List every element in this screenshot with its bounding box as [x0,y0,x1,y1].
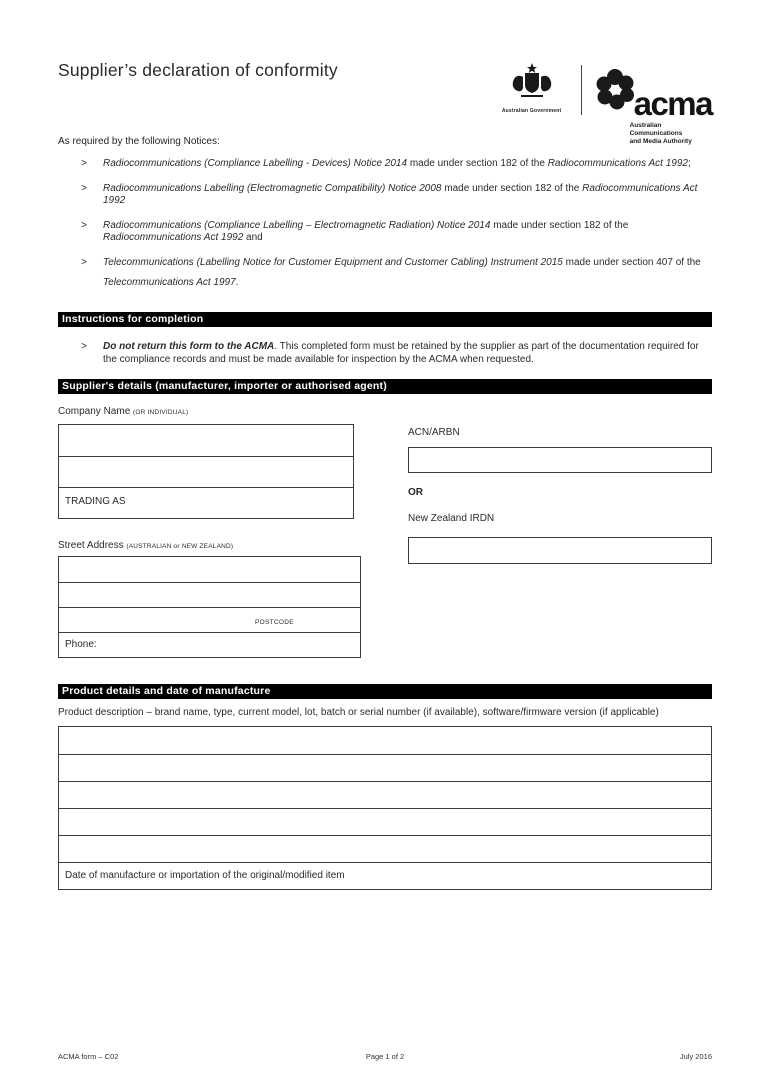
nz-irdn-label: New Zealand IRDN [408,513,495,524]
acn-arbn-label: ACN/ARBN [408,427,460,438]
bullet-icon: > [81,158,87,169]
acma-caption: Australian Communications and Media Authority [629,122,692,145]
coat-of-arms-icon [509,88,555,105]
product-description-row2[interactable] [59,754,711,781]
section-header-instructions: Instructions for completion [58,312,712,327]
footer-form-id: ACMA form – C02 [58,1052,119,1061]
supplier-fields [58,404,712,666]
street-address-box [58,556,361,658]
postcode-field[interactable] [59,607,360,632]
page-title: Supplier’s declaration of conformity [58,60,338,80]
postcode-label: POSTCODE [255,619,294,626]
australian-government-logo [495,55,569,114]
nz-irdn-field[interactable] [408,537,712,564]
trading-as-label: TRADING AS [65,496,126,507]
product-description-row4[interactable] [59,808,711,835]
date-of-manufacture-label: Date of manufacture or importation of the original/modified item [65,870,345,881]
notice-item-3: > Radiocommunications (Compliance Labelling – Electromagnetic Radiation) Notice 2014 made under section 182 of the Radiocommunications Act 1992 and [81,220,629,243]
footer-page-number: Page 1 of 2 [365,1052,405,1061]
product-description-row1[interactable] [59,727,711,754]
government-logo-caption: Australian Government [501,108,562,114]
phone-field[interactable] [59,632,360,657]
logo-block [495,55,712,146]
street-address-field-row2[interactable] [59,582,360,607]
date-of-manufacture-field[interactable] [59,862,711,889]
product-description-label: Product description – brand name, type, current model, lot, batch or serial number (if available), software/firmware version (if applicable) [58,707,659,718]
footer-date: July 2016 [679,1052,712,1061]
product-description-row3[interactable] [59,781,711,808]
street-address-label: Street Address (AUSTRALIAN or NEW ZEALAND) [58,540,234,551]
notices-list [58,158,712,306]
notice-item-2: > Radiocommunications Labelling (Electromagnetic Compatibility) Notice 2008 made under section 182 of the Radiocommunications Act 1992 [81,183,698,206]
acma-logo [594,55,712,146]
street-address-field-row1[interactable] [59,557,360,582]
notice-item-1: > Radiocommunications (Compliance Labelling - Devices) Notice 2014 made under section 182 of the Radiocommunications Act 1992; [81,158,691,169]
bullet-icon: > [81,257,87,268]
company-name-field-row1[interactable] [59,425,353,456]
product-description-row5[interactable] [59,835,711,862]
section-header-supplier-details: Supplier's details (manufacturer, importer or authorised agent) [58,379,712,394]
bullet-icon: > [81,220,87,231]
phone-label: Phone: [65,639,97,650]
product-description-table [58,726,712,890]
page-footer [58,1052,712,1061]
section-header-product-details: Product details and date of manufacture [58,684,712,699]
company-name-label: Company Name (OR INDIVIDUAL) [58,406,189,417]
acn-arbn-field[interactable] [408,447,712,473]
notices-intro: As required by the following Notices: [58,136,220,147]
instructions-bullet: > Do not return this form to the ACMA. This completed form must be retained by the supplier as part of the documentation required for the compliance records and must be made available for inspection by the ACMA when requested. [81,341,699,365]
acma-wordmark: acma [633,85,712,122]
company-name-field-row2[interactable] [59,456,353,487]
trading-as-field[interactable] [59,487,353,518]
company-name-box [58,424,354,519]
bullet-icon: > [81,183,87,194]
acma-dots-icon [594,67,638,118]
notice-item-4: > Telecommunications (Labelling Notice for Customer Equipment and Customer Cabling) Instrument 2015 made under section 407 of the Telecommunications Act 1997. [58,253,712,293]
logo-divider [581,65,582,115]
or-label: OR [408,487,423,498]
bullet-icon: > [81,341,87,352]
